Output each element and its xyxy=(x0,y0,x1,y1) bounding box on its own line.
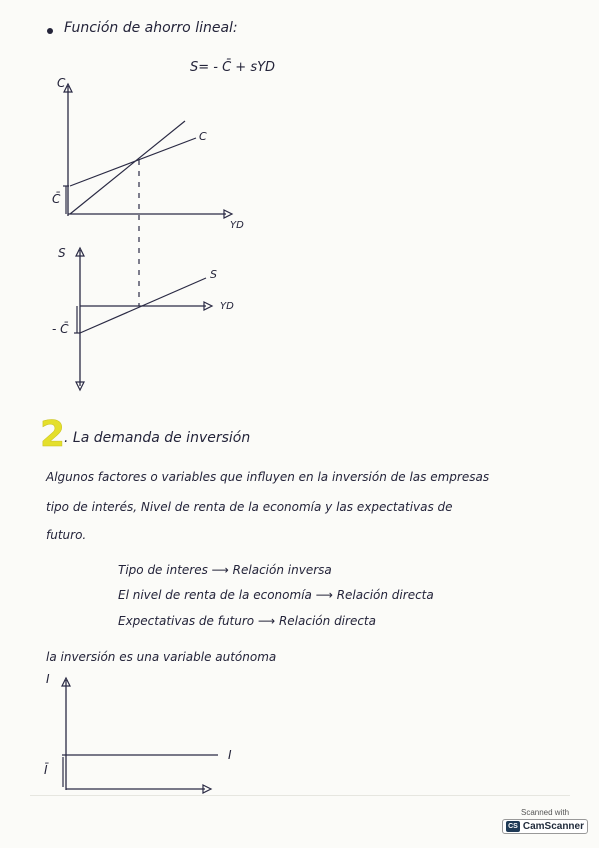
graph1-45-degree-line xyxy=(70,121,185,214)
graph1-consumption-line xyxy=(70,138,196,186)
watermark-brand: CamScanner xyxy=(522,821,584,832)
savings-equation: S= - C̄ + sYD xyxy=(190,60,276,75)
watermark-badge xyxy=(502,819,588,834)
graph1-line-label: C xyxy=(199,130,207,143)
graph3-intercept-label: Ī xyxy=(44,763,48,777)
camscanner-watermark xyxy=(502,808,588,840)
consumption-graph xyxy=(0,0,599,400)
investment-graph xyxy=(0,660,599,810)
graph1-x-label: YD xyxy=(230,220,244,231)
relation-1: Tipo de interes ⟶ Relación inversa xyxy=(118,563,332,577)
graph1-intercept-label: C̄ xyxy=(52,192,61,206)
camscanner-logo-icon: CS xyxy=(506,821,520,832)
paragraph-line-1: Algunos factores o variables que influyen en la inversión de las empresas xyxy=(46,470,490,484)
graph2-x-label: YD xyxy=(220,301,234,312)
section-title: Función de ahorro lineal: xyxy=(64,20,238,36)
relation-3: Expectativas de futuro ⟶ Relación directa xyxy=(118,614,376,628)
page-bottom-rule xyxy=(30,795,570,796)
graph3-y-label: I xyxy=(46,672,50,686)
graph1-y-label: C xyxy=(57,76,66,90)
graph3-line-label: I xyxy=(228,748,232,762)
graph2-intercept-label: - C̄ xyxy=(52,322,69,336)
conclusion-text: la inversión es una variable autónoma xyxy=(46,650,277,664)
graph2-y-label: S xyxy=(58,246,66,260)
relation-2: El nivel de renta de la economía ⟶ Relación directa xyxy=(118,588,434,602)
section-number: 2 xyxy=(40,414,66,455)
graph2-line-label: S xyxy=(210,268,217,281)
paragraph-line-2: tipo de interés, Nivel de renta de la economía y las expectativas de xyxy=(46,500,453,514)
section2-title: . La demanda de inversión xyxy=(64,430,251,446)
watermark-scanned-with: Scanned with xyxy=(520,808,570,817)
paragraph-line-3: futuro. xyxy=(46,528,87,542)
